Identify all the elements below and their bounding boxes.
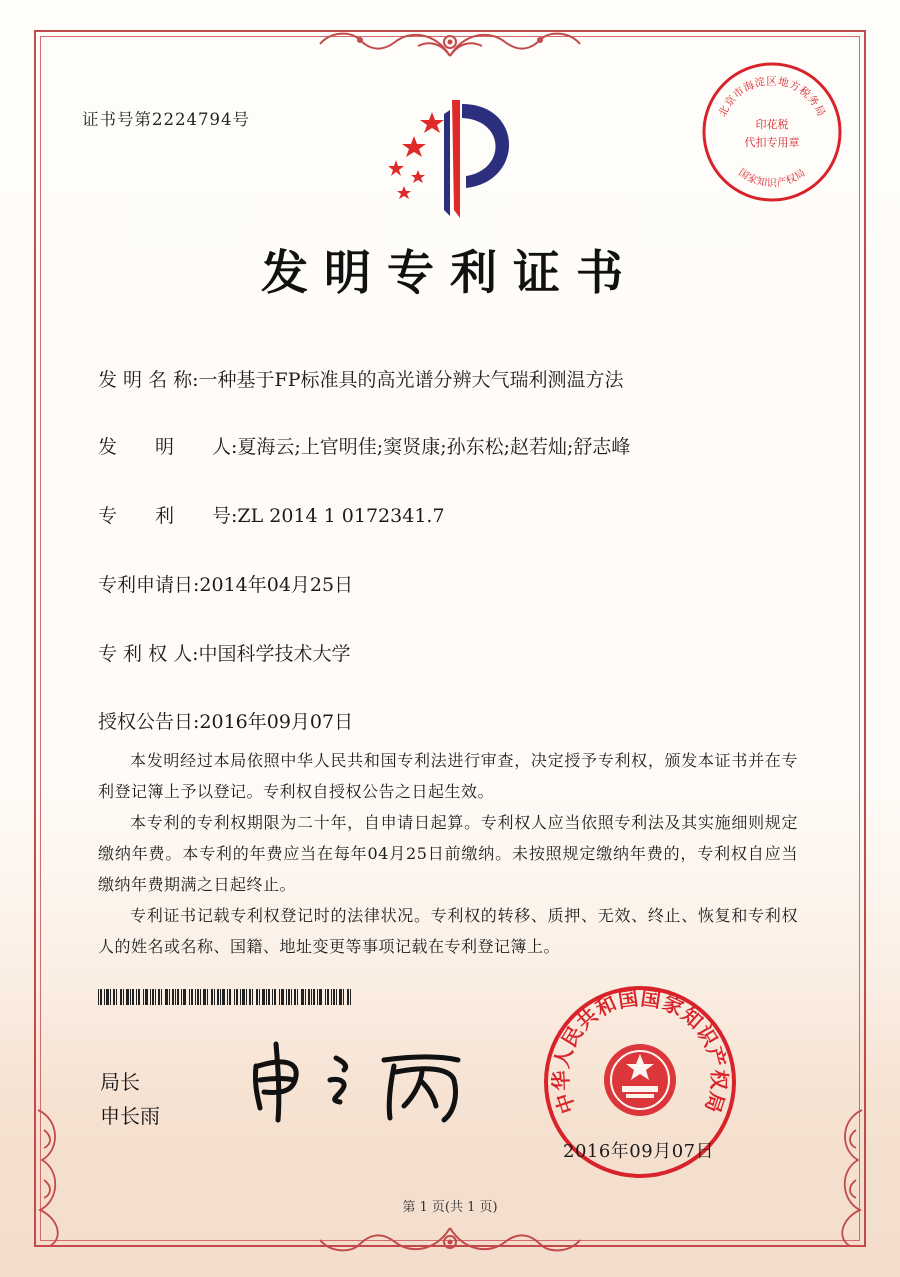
page-number: 第 1 页(共 1 页) [402,1200,498,1215]
barcode-bar [172,989,174,1005]
bottom-ornament [300,1218,600,1262]
barcode-bar [308,989,310,1005]
barcode-bar [350,989,351,1005]
barcode-bar [336,989,337,1005]
field-application-date [98,570,353,597]
barcode-bar [288,989,290,1005]
field-patentee [98,639,351,666]
barcode-bar [327,989,329,1005]
barcode-bar [152,989,154,1005]
patent-office-logo [374,90,534,230]
barcode-bar [279,989,280,1005]
barcode [98,989,354,1005]
field-invention-name [98,365,624,392]
barcode-bar [294,989,296,1005]
field-label: 授权公告日: [98,711,200,733]
barcode-bar [189,989,190,1005]
barcode-bar [145,989,148,1005]
barcode-bar [234,989,235,1005]
barcode-bar [339,989,342,1005]
barcode-bar [240,989,241,1005]
tax-seal-line2: 代扣专用章 [744,136,800,149]
barcode-bar [106,989,109,1005]
barcode-bar [120,989,122,1005]
barcode-bar [331,989,332,1005]
barcode-bar [100,989,102,1005]
barcode-bar [104,989,105,1005]
national-emblem-icon [604,1044,676,1116]
certificate-number: 证书号第2224794号 [82,110,250,129]
barcode-bar [110,989,111,1005]
certificate-body [98,745,798,962]
barcode-bar [169,989,170,1005]
barcode-bar [301,989,304,1005]
barcode-bar [259,989,260,1005]
barcode-bar [268,989,270,1005]
barcode-bar [126,989,129,1005]
barcode-bar [217,989,219,1005]
barcode-bar [242,989,245,1005]
barcode-bar [200,989,201,1005]
barcode-bar [116,989,117,1005]
stars-icon [388,112,444,199]
field-label: 专 利 权 人: [98,643,199,665]
seal-date: 2016年09月07日 [563,1141,715,1162]
body-paragraph: 专利证书记载专利权登记时的法律状况。专利权的转移、质押、无效、终止、恢复和专利权人的姓名或名称、国籍、地址变更等事项记载在专利登记簿上。 [98,906,798,956]
body-paragraph: 本发明经过本局依照中华人民共和国专利法进行审查，决定授予专利权，颁发本证书并在专利登记簿上予以登记。专利权自授权公告之日起生效。 [98,751,798,801]
barcode-bar [98,989,99,1005]
barcode-bar [136,989,137,1005]
barcode-bar [195,989,196,1005]
barcode-bar [252,989,253,1005]
body-paragraph: 本专利的专利权期限为二十年，自申请日起算。专利权人应当依照专利法及其实施细则规定缴纳年费。本专利的年费应当在每年04月25日前缴纳。未按照规定缴纳年费的，专利权自应当缴纳年费期满之日起终止。 [98,813,798,894]
barcode-bar [113,989,115,1005]
barcode-bar [305,989,306,1005]
ipo-seal-text: 中华人民共和国国家知识产权局 [548,985,732,1117]
barcode-bar [132,989,134,1005]
barcode-bar [274,989,276,1005]
field-label: 发 明 人: [98,436,238,458]
barcode-bar [214,989,215,1005]
field-grant-date [98,707,353,734]
tax-seal-bottom-text: 国家知识产权局 [736,167,808,190]
barcode-bar [319,989,322,1005]
barcode-bar [325,989,326,1005]
barcode-bar [227,989,228,1005]
corner-ornament-bottom-left [30,1100,100,1250]
field-value: ZL 2014 1 0172341.7 [237,505,445,527]
barcode-bar [266,989,267,1005]
barcode-bar [123,989,124,1005]
tax-seal [698,58,846,206]
barcode-bar [143,989,144,1005]
field-value: 2014年04月25日 [199,574,354,596]
barcode-bar [150,989,151,1005]
barcode-bar [161,989,162,1005]
barcode-bar [158,989,160,1005]
barcode-bar [222,989,225,1005]
barcode-bar [256,989,258,1005]
barcode-bar [262,989,265,1005]
barcode-bar [313,989,315,1005]
barcode-bar [220,989,221,1005]
barcode-bar [272,989,273,1005]
barcode-bar [291,989,292,1005]
certificate-title: 发明专利证书 [261,246,639,301]
barcode-bar [286,989,287,1005]
field-inventors [98,432,630,459]
field-label: 发 明 名 称: [98,369,199,391]
barcode-bar [343,989,344,1005]
barcode-bar [297,989,298,1005]
tax-seal-line1: 印花税 [755,118,789,131]
barcode-bar [236,989,238,1005]
field-patent-number [98,501,445,528]
barcode-bar [203,989,206,1005]
field-label: 专 利 号: [98,505,238,527]
barcode-bar [249,989,251,1005]
barcode-bar [229,989,231,1005]
barcode-bar [183,989,186,1005]
director-title: 局长 [100,1070,140,1094]
barcode-bar [311,989,312,1005]
svg-text:北京市海淀区地方税务局 [717,75,828,119]
barcode-bar [130,989,131,1005]
director-signature [244,1036,474,1126]
barcode-bar [191,989,193,1005]
field-value: 夏海云;上官明佳;窦贤康;孙东松;赵若灿;舒志峰 [237,436,631,458]
barcode-bar [165,989,168,1005]
barcode-bar [197,989,199,1005]
barcode-bar [281,989,284,1005]
barcode-bar [317,989,318,1005]
barcode-bar [155,989,156,1005]
field-value: 2016年09月07日 [199,711,354,733]
barcode-bar [138,989,140,1005]
field-value: 中国科学技术大学 [198,643,351,665]
barcode-bar [211,989,213,1005]
barcode-bar [177,989,179,1005]
field-label: 专利申请日: [98,574,200,596]
barcode-bar [333,989,335,1005]
svg-text:国家知识产权局 [736,167,808,190]
barcode-bar [207,989,208,1005]
director-name: 申长雨 [100,1104,160,1128]
barcode-bar [347,989,349,1005]
barcode-bar [181,989,182,1005]
corner-ornament-bottom-right [800,1100,870,1250]
barcode-bar [175,989,176,1005]
field-value: 一种基于FP标准具的高光谱分辨大气瑞利测温方法 [198,369,624,391]
barcode-bar [246,989,247,1005]
top-ornament [300,22,600,66]
tax-seal-outer-text: 北京市海淀区地方税务局 [716,75,828,119]
